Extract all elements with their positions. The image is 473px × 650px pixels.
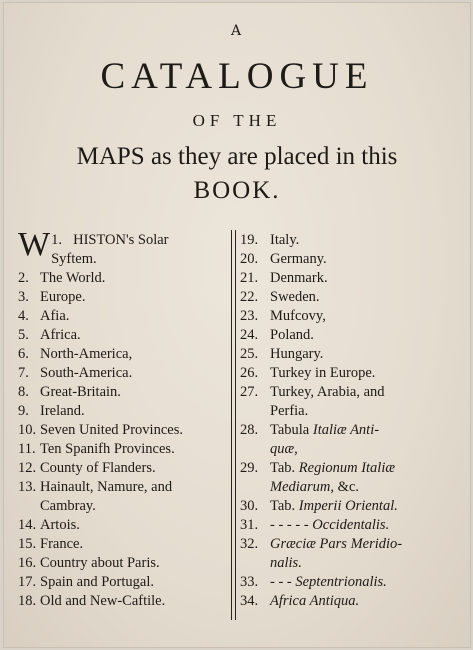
item-label: Turkey in Europe. <box>270 365 376 381</box>
item-label: Tab. <box>270 498 296 514</box>
list-item <box>240 345 450 364</box>
item-label: Artois. <box>40 517 80 533</box>
list-item <box>240 421 450 440</box>
item-label: Italy. <box>270 232 300 248</box>
item-number: 1. <box>51 232 62 248</box>
item-number: 7. <box>18 365 29 381</box>
item-number: 15. <box>18 536 37 552</box>
list-item <box>18 269 224 288</box>
item-number: 23. <box>240 308 259 324</box>
drop-cap: W <box>18 226 51 263</box>
header-book: BOOK. <box>193 177 281 204</box>
item-label-italic: quæ, <box>270 441 298 457</box>
item-number: 34. <box>240 593 259 609</box>
item-label: Mufcovy, <box>270 308 326 324</box>
page-title: CATALOGUE <box>100 56 374 97</box>
item-number: 18. <box>18 593 37 609</box>
item-label: Country about Paris. <box>40 555 160 571</box>
item-label: North-America, <box>40 346 133 362</box>
item-label: - - - <box>270 574 292 590</box>
item-number: 20. <box>240 251 259 267</box>
list-item <box>240 307 450 326</box>
item-label-italic: Imperii Oriental. <box>298 498 398 514</box>
item-number: 12. <box>18 460 37 476</box>
item-number: 30. <box>240 498 259 514</box>
item-label-italic: Africa Antiqua. <box>270 593 360 609</box>
item-label: South-America. <box>40 365 133 381</box>
item-number: 8. <box>18 384 29 400</box>
item-label: Hungary. <box>270 346 324 362</box>
list-item <box>240 497 450 516</box>
item-number: 25. <box>240 346 259 362</box>
list-item <box>18 307 224 326</box>
item-number: 3. <box>18 289 29 305</box>
list-item <box>18 421 224 440</box>
item-number: 17. <box>18 574 37 590</box>
left-column <box>18 226 224 611</box>
list-item <box>240 459 450 478</box>
list-item <box>240 231 450 250</box>
list-item <box>240 288 450 307</box>
list-item <box>240 592 450 611</box>
item-label: The World. <box>40 270 106 286</box>
list-item <box>18 383 224 402</box>
list-item <box>240 535 450 554</box>
list-item-continuation <box>240 440 450 459</box>
item-number: 4. <box>18 308 29 324</box>
right-column <box>240 231 450 611</box>
item-number: 29. <box>240 460 259 476</box>
item-number: 2. <box>18 270 29 286</box>
item-number: 13. <box>18 479 37 495</box>
list-item <box>18 459 224 478</box>
item-label: Ten Spanifh Provinces. <box>40 441 175 457</box>
item-label: Afia. <box>40 308 70 324</box>
item-label: HISTON's Solar <box>73 232 169 248</box>
item-label: Hainault, Namure, and <box>40 479 173 495</box>
item-number: 5. <box>18 327 29 343</box>
item-label: &c. <box>334 479 360 495</box>
item-number: 9. <box>18 403 29 419</box>
item-label-italic: Septentrionalis. <box>295 574 387 590</box>
item-label: Seven United Provinces. <box>40 422 183 438</box>
item-label-italic: Italiæ Anti- <box>312 422 380 438</box>
item-label: Cambray. <box>40 498 96 514</box>
item-number: 24. <box>240 327 259 343</box>
item-label: Syftem. <box>51 251 97 267</box>
item-label: Ireland. <box>40 403 85 419</box>
item-label-italic: Mediarum, <box>270 479 335 495</box>
item-number: 28. <box>240 422 259 438</box>
list-item-continuation <box>240 402 450 421</box>
list-item <box>18 288 224 307</box>
item-number: 19. <box>240 232 259 248</box>
list-item <box>18 573 224 592</box>
item-label-italic: nalis. <box>270 555 302 571</box>
item-label: Great-Britain. <box>40 384 121 400</box>
item-number: 14. <box>18 517 37 533</box>
item-number: 16. <box>18 555 37 571</box>
list-item <box>18 554 224 573</box>
item-label: Germany. <box>270 251 327 267</box>
item-label: Poland. <box>270 327 314 343</box>
list-item <box>18 345 224 364</box>
item-label: Africa. <box>40 327 81 343</box>
item-label: Turkey, Arabia, and <box>270 384 385 400</box>
list-item <box>18 402 224 421</box>
list-item <box>18 535 224 554</box>
item-label: Sweden. <box>270 289 320 305</box>
item-number: 11. <box>18 441 36 457</box>
list-item <box>240 269 450 288</box>
list-item <box>240 573 450 592</box>
list-item <box>240 383 450 402</box>
list-item <box>240 326 450 345</box>
item-label: Perfia. <box>270 403 309 419</box>
list-item <box>240 250 450 269</box>
item-label-italic: Occidentalis. <box>312 517 390 533</box>
column-divider <box>231 230 236 620</box>
item-number: 32. <box>240 536 259 552</box>
list-item <box>240 364 450 383</box>
item-label: Old and New-Caftile. <box>40 593 166 609</box>
item-label-italic: Græciæ Pars Meridio- <box>270 536 403 552</box>
item-number: 27. <box>240 384 259 400</box>
item-number: 6. <box>18 346 29 362</box>
list-item <box>18 516 224 535</box>
item-number: 26. <box>240 365 259 381</box>
item-number: 22. <box>240 289 259 305</box>
list-item-continuation <box>240 478 450 497</box>
header-of-the: OF THE <box>192 111 282 130</box>
list-item <box>18 478 224 497</box>
header-article: A <box>230 23 244 39</box>
item-label: Spain and Portugal. <box>40 574 154 590</box>
item-label: Denmark. <box>270 270 328 286</box>
catalogue-page <box>4 3 470 647</box>
item-number: 33. <box>240 574 259 590</box>
item-number: 21. <box>240 270 259 286</box>
list-item <box>18 592 224 611</box>
item-label: France. <box>40 536 84 552</box>
item-label: Tabula <box>270 422 310 438</box>
list-item-continuation <box>240 554 450 573</box>
list-item <box>18 364 224 383</box>
item-label: Tab. <box>270 460 296 476</box>
list-item <box>18 326 224 345</box>
item-number: 31. <box>240 517 259 533</box>
item-label: County of Flanders. <box>40 460 156 476</box>
item-label-italic: Regionum Italiæ <box>298 460 396 476</box>
list-item-continuation <box>18 497 224 516</box>
item-label: Europe. <box>40 289 86 305</box>
header-subtitle: MAPS as they are placed in this <box>76 143 398 170</box>
item-number: 10. <box>18 422 37 438</box>
item-label: - - - - - <box>270 517 309 533</box>
list-item <box>240 516 450 535</box>
list-item <box>18 440 224 459</box>
list-item-continuation <box>18 250 224 269</box>
